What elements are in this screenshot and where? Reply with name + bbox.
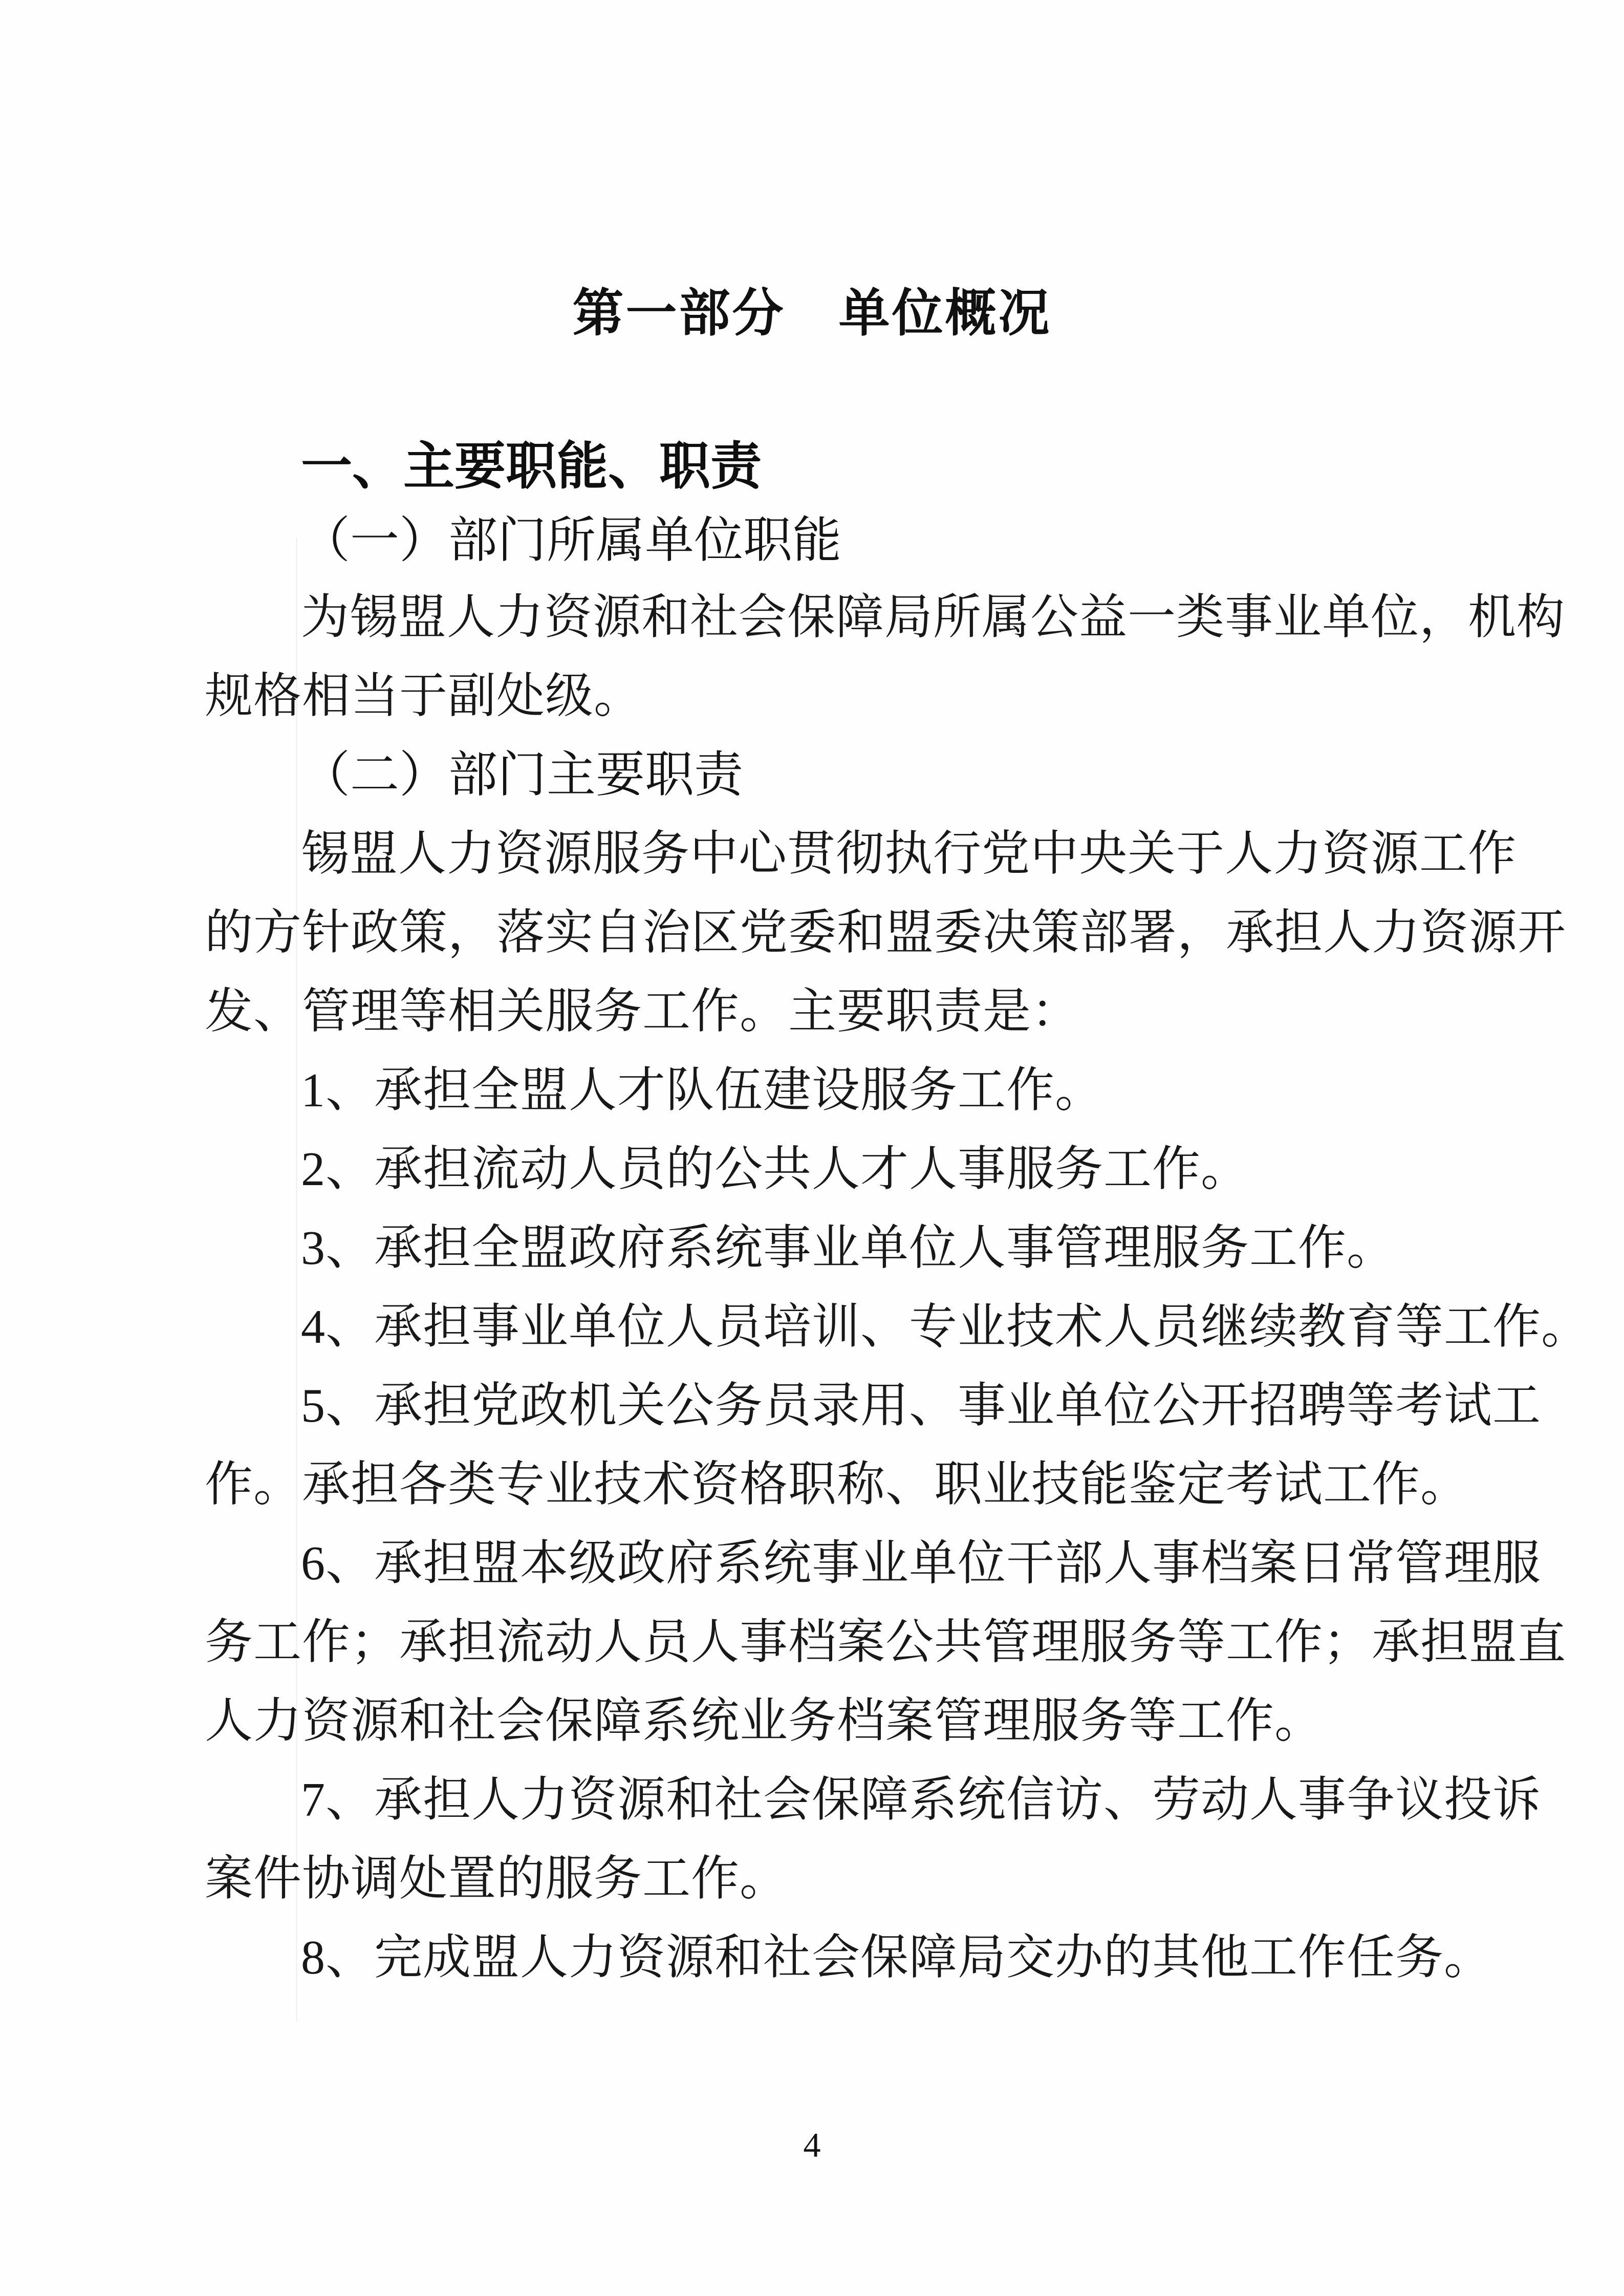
duty-item-6: 6、承担盟本级政府系统事业单位干部人事档案日常管理服 <box>301 1537 1542 1590</box>
subsection-heading-unit-functions: （一）部门所属单位职能 <box>301 513 841 568</box>
body-line: 锡盟人力资源服务中心贯彻执行党中央关于人力资源工作 <box>301 827 1517 881</box>
duty-item-2: 2、承担流动人员的公共人才人事服务工作。 <box>301 1143 1250 1196</box>
duty-item-6-continuation: 务工作；承担流动人员人事档案公共管理服务等工作；承担盟直 <box>205 1616 1567 1669</box>
body-line: 发、管理等相关服务工作。主要职责是： <box>205 985 1080 1038</box>
duty-item-1: 1、承担全盟人才队伍建设服务工作。 <box>301 1064 1104 1117</box>
duty-item-3: 3、承担全盟政府系统事业单位人事管理服务工作。 <box>301 1221 1396 1275</box>
duty-item-4: 4、承担事业单位人员培训、专业技术人员继续教育等工作。 <box>301 1300 1590 1354</box>
duty-item-5-continuation: 作。承担各类专业技术资格职称、职业技能鉴定考试工作。 <box>205 1458 1469 1511</box>
section-heading-main-functions: 一、主要职能、职责 <box>301 438 762 495</box>
duty-item-6-continuation: 人力资源和社会保障系统业务档案管理服务等工作。 <box>205 1694 1324 1748</box>
subsection-heading-main-duties: （二）部门主要职责 <box>301 747 743 802</box>
duty-item-5: 5、承担党政机关公务员录用、事业单位公开招聘等考试工 <box>301 1379 1542 1432</box>
page-number: 4 <box>803 2126 821 2164</box>
body-line: 规格相当于副处级。 <box>205 670 643 723</box>
duty-item-8: 8、完成盟人力资源和社会保障局交办的其他工作任务。 <box>301 1931 1493 1984</box>
duty-item-7: 7、承担人力资源和社会保障系统信访、劳动人事争议投诉 <box>301 1773 1542 1827</box>
document-title: 第一部分 单位概况 <box>572 285 1052 342</box>
duty-item-7-continuation: 案件协调处置的服务工作。 <box>205 1852 789 1905</box>
body-line: 为锡盟人力资源和社会保障局所属公益一类事业单位，机构 <box>301 591 1566 644</box>
body-line: 的方针政策，落实自治区党委和盟委决策部署，承担人力资源开 <box>205 906 1567 959</box>
